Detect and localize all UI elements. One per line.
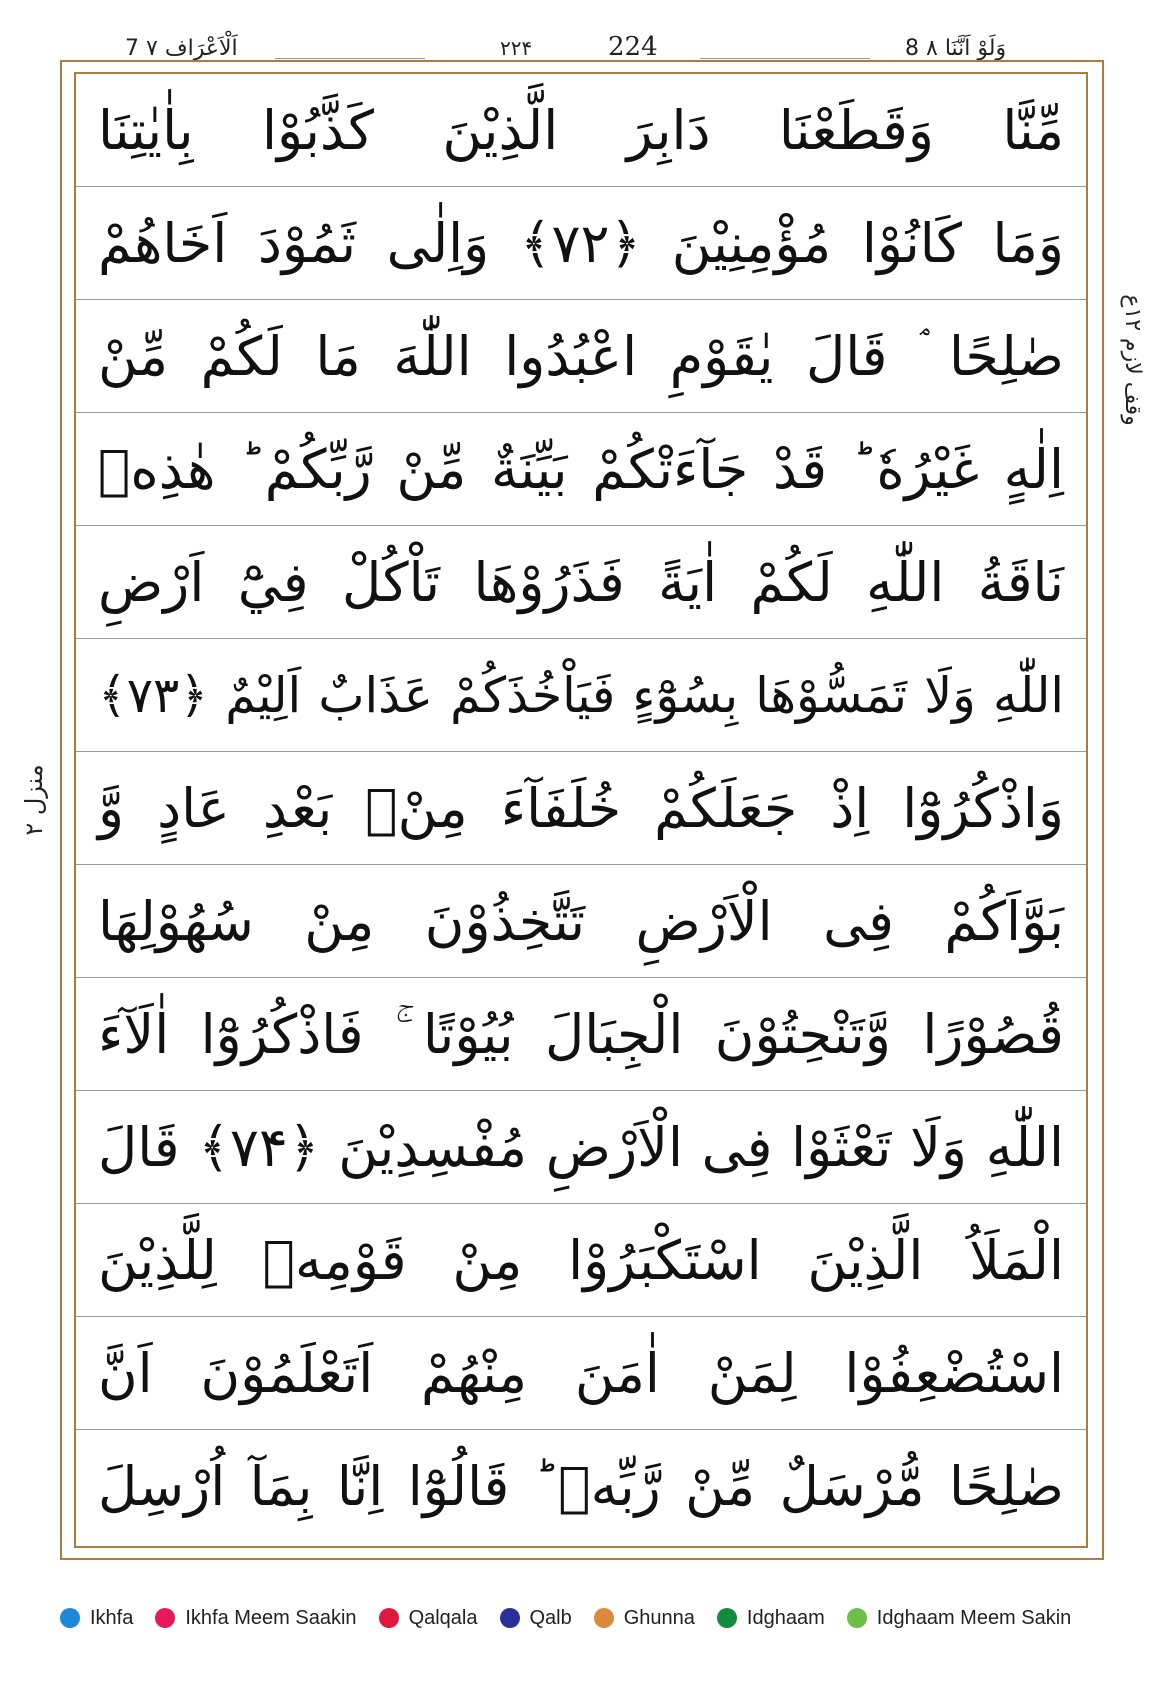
surah-name: 7 اَلْاَعْرَاف ۷ [125,36,238,61]
color-dot-icon [500,1608,520,1628]
legend-label: Qalqala [408,1606,478,1629]
legend-label: Qalb [529,1606,572,1629]
waqf-lazim-note: وقف لازم ۱۲ع [1120,294,1145,426]
legend-label: Idghaam [746,1606,825,1629]
manzil-note: منزل ۲ [20,764,48,836]
margin-note-right [1112,250,1152,470]
legend-label: Ghunna [623,1606,695,1629]
legend-label: Idghaam Meem Sakin [876,1606,1072,1629]
color-dot-icon [847,1608,867,1628]
quran-line: بَوَّاَكُمْ فِى الْاَرْضِ تَتَّخِذُوْنَ مِنْ سُهُوْلِهَا [76,865,1086,978]
quran-line: وَمَا كَانُوْا مُؤْمِنِيْنَ ﴿۷۲﴾ وَاِلٰى ثَمُوْدَ اَخَاهُمْ [76,187,1086,300]
page-number-arabic: ۲۲۴ [500,36,533,60]
legend-item-qalqala [379,1607,478,1630]
juz-name: 8 وَلَوْ اَنَّنَا ۸ [905,36,1007,61]
quran-line: اسْتُضْعِفُوْا لِمَنْ اٰمَنَ مِنْهُمْ اَتَعْلَمُوْنَ اَنَّ [76,1317,1086,1430]
quran-line: قُصُوْرًا وَّتَنْحِتُوْنَ الْجِبَالَ بُيُوْتًا ۚ فَاذْكُرُوْٓا اٰلَآءَ [76,978,1086,1091]
header-rule-right [700,58,870,59]
legend-item-idghaam-meem-sakin [847,1607,1072,1630]
quran-line: وَاذْكُرُوْٓا اِذْ جَعَلَكُمْ خُلَفَآءَ مِنْۢ بَعْدِ عَادٍ وَّ [76,752,1086,865]
quran-line: مِّنَّا وَقَطَعْنَا دَابِرَ الَّذِيْنَ كَذَّبُوْا بِاٰيٰتِنَا [76,74,1086,187]
quran-line: اللّٰهِ وَلَا تَمَسُّوْهَا بِسُوْٓءٍ فَيَاْخُذَكُمْ عَذَابٌ اَلِيْمٌ ﴿۷۳﴾ [76,639,1086,752]
quran-line: نَاقَةُ اللّٰهِ لَكُمْ اٰيَةً فَذَرُوْهَا تَاْكُلْ فِيْٓ اَرْضِ [76,526,1086,639]
quran-line: اِلٰهٍ غَيْرُهٗ ؕ قَدْ جَآءَتْكُمْ بَيِّنَةٌ مِّنْ رَّبِّكُمْ ؕ هٰذِهٖ [76,413,1086,526]
page-number: 224 [608,32,658,62]
quran-line: اللّٰهِ وَلَا تَعْثَوْا فِى الْاَرْضِ مُفْسِدِيْنَ ﴿۷۴﴾ قَالَ [76,1091,1086,1204]
legend-item-ikhfa-meem-saakin [155,1607,356,1630]
quran-line: صٰلِحًا ۘ قَالَ يٰقَوْمِ اعْبُدُوا اللّٰهَ مَا لَكُمْ مِّنْ [76,300,1086,413]
tajweed-legend [60,1598,1120,1638]
margin-note-left [12,740,56,860]
legend-item-ghunna [594,1607,695,1630]
legend-item-idghaam [717,1607,825,1630]
color-dot-icon [717,1608,737,1628]
color-dot-icon [594,1608,614,1628]
color-dot-icon [60,1608,80,1628]
header-rule-left [275,58,425,59]
color-dot-icon [155,1608,175,1628]
legend-item-qalb [500,1607,572,1630]
quran-line: الْمَلَاُ الَّذِيْنَ اسْتَكْبَرُوْا مِنْ قَوْمِهٖ لِلَّذِيْنَ [76,1204,1086,1317]
legend-label: Ikhfa [90,1606,134,1629]
legend-item-ikhfa [60,1607,133,1630]
quran-text-block [76,74,1086,1546]
legend-label: Ikhfa Meem Saakin [185,1606,357,1629]
color-dot-icon [379,1608,399,1628]
quran-line: صٰلِحًا مُّرْسَلٌ مِّنْ رَّبِّهٖ ؕ قَالُوْٓا اِنَّا بِمَآ اُرْسِلَ [98,1455,1064,1518]
